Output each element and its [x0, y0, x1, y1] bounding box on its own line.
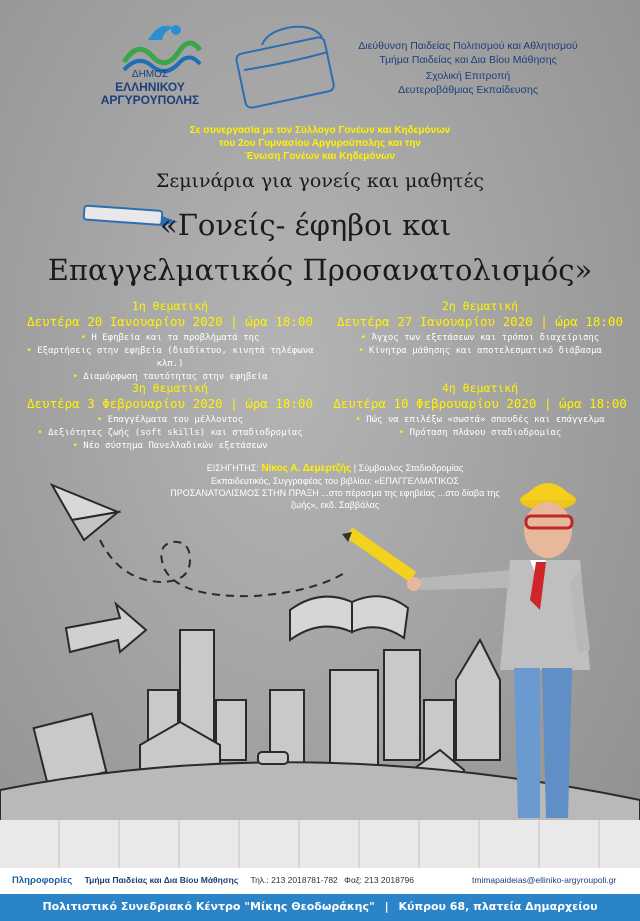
info-phone: Τηλ.: 213 2018781-782 — [250, 875, 338, 885]
dashed-path — [100, 540, 346, 596]
speaker-desc1: Εκπαιδευτικός, Συγγραφέας του βιβλίου: «ΕΠΑΓΓΕΛΜΑΤΙΚΟΣ — [211, 476, 459, 486]
theme-bullet: • Η Εφηβεία και τα προβλήματά της — [20, 332, 320, 345]
logo-line3: ΑΡΓΥΡΟΥΠΟΛΗΣ — [100, 93, 200, 107]
theme-bullet: • Δεξιότητες ζωής (soft skills) και σταδιοδρομίας — [20, 427, 320, 440]
theme-date: Δευτέρα 20 Ιανουαρίου 2020 | ώρα 18:00 — [27, 314, 313, 329]
theme-bullet: • Επαγγέλματα του μέλλοντος — [20, 414, 320, 427]
main-title-line2: Επαγγελματικός Προσανατολισμός» — [47, 253, 593, 287]
collab-line2: του 2ου Γυμνασίου Αργυρούπολης και την — [219, 138, 421, 149]
venue-address: Κύπρου 68, πλατεία Δημαρχείου — [398, 900, 598, 913]
header-line4: Δευτεροβάθμιας Εκπαίδευσης — [398, 83, 538, 96]
theme-block-1 — [20, 298, 320, 384]
theme-bullet: • Διαμόρφωση ταυτότητας στην εφηβεία — [20, 371, 320, 384]
theme-heading: 3η θεματική — [131, 381, 209, 395]
header-line2: Τμήμα Παιδείας και Δια Βίου Μάθησης — [379, 53, 557, 66]
arrow-sign-icon — [66, 604, 146, 652]
theme-date: Δευτέρα 10 Φεβρουαρίου 2020 | ώρα 18:00 — [333, 396, 627, 411]
speaker-desc2: ΠΡΟΣΑΝΑΤΟΛΙΣΜΟΣ ΣΤΗΝ ΠΡΑΞΗ ...στο πέρασμα της εφηβείας ...στο δίαβα της — [170, 488, 500, 498]
theme-block-4 — [320, 380, 640, 440]
paper-plane-icon — [52, 485, 118, 540]
theme-bullet: • Πρόταση πλάνου σταδιοδρομίας — [320, 427, 640, 440]
theme-heading: 4η θεματική — [441, 381, 519, 395]
theme-bullet: • Κίνητρα μάθησης και αποτελεσματικό διάβασμα — [320, 345, 640, 358]
collaboration-note — [140, 124, 500, 163]
theme-block-3 — [20, 380, 320, 453]
theme-heading: 1η θεματική — [131, 299, 209, 313]
header-line1: Διεύθυνση Παιδείας Πολιτισμού και Αθλητισμού — [358, 40, 578, 52]
theme-bullet: • Άγχος των εξετάσεων και τρόποι διαχείρισης — [320, 332, 640, 345]
logo-line1: ΔΗΜΟΣ — [131, 69, 169, 80]
wooden-floor — [0, 820, 640, 868]
venue-separator: | — [384, 900, 389, 913]
pencil-icon — [342, 527, 416, 582]
theme-date: Δευτέρα 27 Ιανουαρίου 2020 | ώρα 18:00 — [337, 314, 623, 329]
logo-line2: ΕΛΛΗΝΙΚΟΥ — [115, 80, 185, 94]
theme-bullet: • Νέο σύστημα Πανελλαδικών εξετάσεων — [20, 440, 320, 453]
collab-line1: Σε συνεργασία με τον Σύλλογο Γονέων και Κηδεμόνων — [189, 125, 451, 136]
organizer-header — [318, 40, 618, 97]
seminar-title: Σεμινάρια για γονείς και μαθητές — [155, 170, 485, 192]
venue-name: Πολιτιστικό Συνεδριακό Κέντρο "Μίκης Θεοδωράκης" — [42, 900, 375, 913]
theme-date: Δευτέρα 3 Φεβρουαρίου 2020 | ώρα 18:00 — [27, 396, 313, 411]
speaker-info — [160, 462, 510, 511]
theme-bullet: • Εξαρτήσεις στην εφηβεία (διαδίκτυο, κινητά τηλέφωνα κλπ.) — [20, 345, 320, 371]
info-label: Πληροφορίες — [12, 875, 73, 886]
logo-emblem — [124, 25, 200, 71]
speaker-label: ΕΙΣΗΓΗΤΗΣ: — [206, 463, 259, 473]
info-department: Τμήμα Παιδείας και Δια Βίου Μάθησης — [84, 875, 239, 885]
collab-line3: Ένωση Γονέων και Κηδεμόνων — [244, 151, 396, 162]
theme-block-2 — [320, 298, 640, 358]
speaker-role: | Σύμβουλος Σταδιοδρομίας — [353, 463, 464, 473]
header-line3: Σχολική Επιτροπή — [425, 70, 511, 82]
speaker-name: Νίκος Α. Δεμερτζής — [261, 463, 352, 474]
main-title-line1: «Γονείς- έφηβοι και — [160, 208, 452, 242]
speaker-desc3: ζωής», εκδ. Σαββάλας — [290, 500, 380, 510]
info-email[interactable]: tmimapaideias@elliniko-argyroupoli.gr — [472, 875, 617, 885]
theme-heading: 2η θεματική — [441, 299, 519, 313]
venue-text — [0, 900, 640, 913]
info-text — [12, 875, 632, 886]
book-icon — [290, 596, 408, 640]
info-fax: Φαξ: 213 2018796 — [344, 875, 415, 885]
theme-bullet: • Πώς να επιλέξω «σωστά» σπουδές και επάγγελμα — [320, 414, 640, 427]
municipality-logo — [95, 68, 205, 112]
